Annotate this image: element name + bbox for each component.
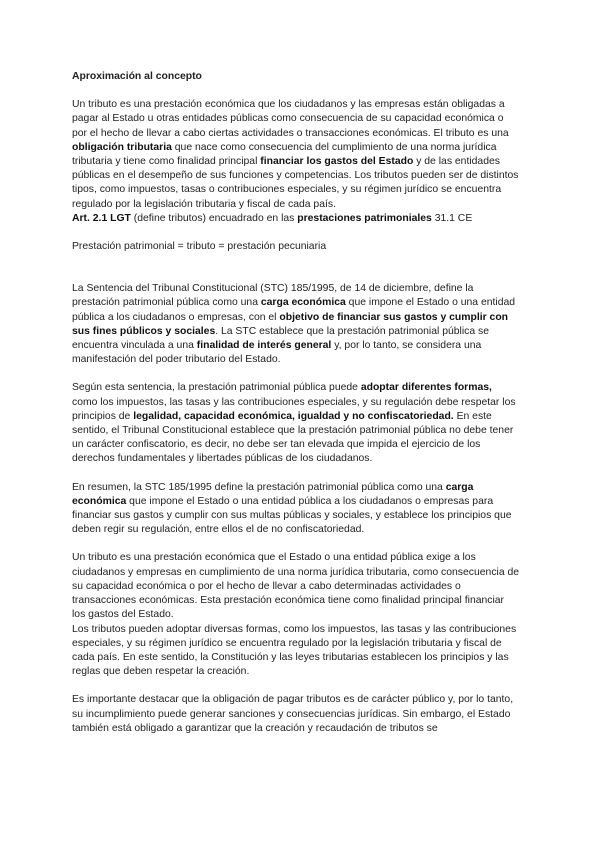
paragraph-summary <box>72 481 520 538</box>
spacer <box>72 679 520 693</box>
text-run: . La STC establece que la prestación patrimonial pública se encuentra vinculada a una <box>72 325 489 352</box>
paragraph-stc-definition <box>72 282 520 367</box>
paragraph-article-reference <box>72 212 520 226</box>
paragraph-obligacion-publica: Es importante destacar que la obligación de pagar tributos es de carácter público y, por lo tanto, su incumplimiento puede generar sanciones y consecuencias jurídicas. Sin embargo, el Estado también está obligado a garantizar que la creación y recaudación de tributos se <box>72 694 514 734</box>
bold-term: obligación tributaria <box>72 141 172 153</box>
bold-term: adoptar diferentes formas, <box>360 382 492 394</box>
spacer <box>72 367 520 381</box>
paragraph-stc-forms <box>72 381 520 466</box>
text-run: En resumen, la STC 185/1995 define la prestación patrimonial pública como una <box>72 481 446 493</box>
spacer <box>72 467 520 481</box>
text-run: y, por lo tanto, se considera una manifestación del poder tributario del Estado. <box>72 340 482 366</box>
section-heading: Aproximación al concepto <box>72 71 202 82</box>
bold-term: Art. 2.1 LGT <box>72 212 131 224</box>
text-run: La Sentencia del Tribunal Constitucional (STC) 185/1995, de 14 de diciembre, define la prestación patrimonial pública como una <box>72 283 474 309</box>
bold-term: finalidad de interés general <box>196 340 332 352</box>
paragraph-equation: Prestación patrimonial = tributo = prestación pecuniaria <box>72 241 327 253</box>
text-run: (define tributos) encuadrado en las <box>130 212 298 224</box>
spacer <box>72 226 520 240</box>
text-run: Un tributo es una prestación económica que los ciudadanos y las empresas están obligadas a pagar al Estado u otras entidades públicas como consecuencia de su capacidad económica o por el hecho de llevar a cabo ciertas actividades o transacciones económicas. El tributo es una <box>72 99 509 139</box>
bold-term: carga económica <box>260 297 346 309</box>
bold-term: prestaciones patrimoniales <box>297 212 432 224</box>
text-run: que nace como consecuencia del cumplimiento de una norma jurídica tributaria y tiene como finalidad principal <box>72 141 497 168</box>
spacer <box>72 537 520 551</box>
text-run: En este sentido, el Tribunal Constitucional establece que la prestación patrimonial pública no debe tener un carácter confiscatorio, es decir, no debe ser tan elevada que impida el ejercicio de los derechos fundamentales y libertades públicas de los ciudadanos. <box>72 410 514 465</box>
paragraph-tributo-formas: Los tributos pueden adoptar diversas formas, como los impuestos, las tasas y las contribuciones especiales, y su régimen jurídico se encuentra regulado por la legislación tributaria y fiscal de cada país. En este sentido, la Constitución y las leyes tributarias establecen los principios y las reglas que deben respetar la creación. <box>72 623 517 678</box>
paragraph-tributo-exigido: Un tributo es una prestación económica que el Estado o una entidad pública exige a los ciudadanos y empresas en cumplimiento de una norma jurídica tributaria, como consecuencia de su capacidad económica o por el hecho de llevar a cabo determinadas actividades o transacciones económicas. Esta prestación económica tiene como finalidad principal financiar los gastos del Estado. <box>72 552 520 621</box>
bold-term: financiar los gastos del Estado <box>260 156 414 168</box>
bold-term: objetivo de financiar sus gastos y cumplir con sus fines públicos y sociales <box>72 311 509 337</box>
bold-term: carga económica <box>72 481 474 507</box>
text-run: como los impuestos, las tasas y las contribuciones especiales, y su regulación debe respetar los principios de <box>72 396 516 422</box>
spacer <box>72 268 520 282</box>
text-run: y de las entidades públicas en el desempeño de sus funciones y competencias. Los tributos pueden ser de distintos tipos, como impuestos, tasas o contribuciones especiales, y su régimen jurídico se encuentra regulado por la legislación tributaria y fiscal de cada país. <box>72 156 519 210</box>
spacer <box>72 254 520 268</box>
paragraph-tributo-definition <box>72 98 520 212</box>
text-run: que impone el Estado o una entidad pública a los ciudadanos o empresas para financiar sus gastos y cumplir con sus multas públicas y sociales, y establece los principios que deben regir su regulación, entre ellos el de no confiscatoriedad. <box>72 495 512 536</box>
bold-term: legalidad, capacidad económica, igualdad y no confiscatoriedad. <box>133 410 454 422</box>
text-run: 31.1 CE <box>431 212 473 224</box>
text-run: que impone el Estado o una entidad pública a los ciudadanos o empresas, con el <box>72 297 516 323</box>
text-run: Según esta sentencia, la prestación patrimonial pública puede <box>72 382 361 394</box>
